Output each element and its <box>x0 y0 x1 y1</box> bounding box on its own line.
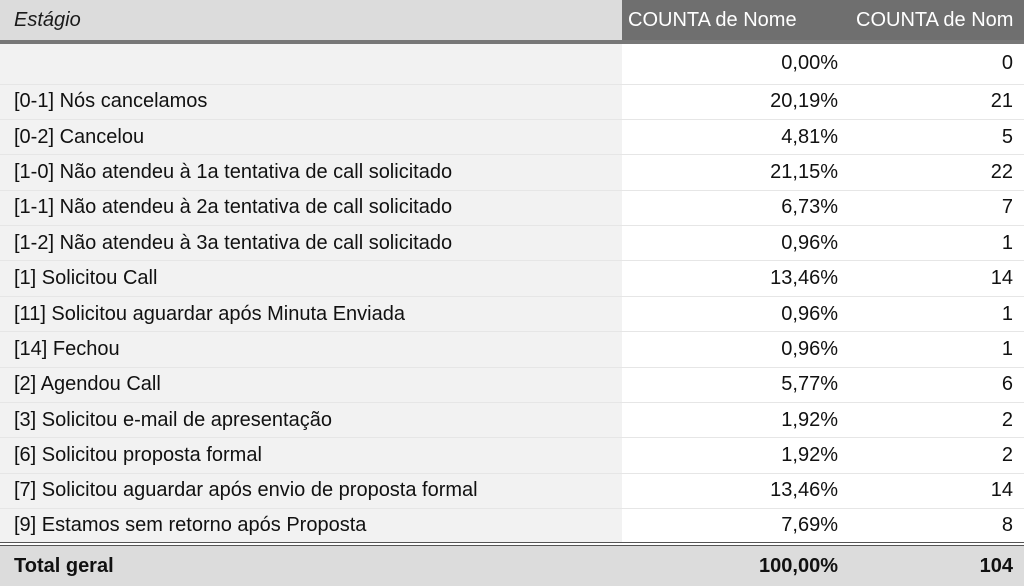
table-row <box>0 332 1024 367</box>
percent-cell[interactable]: 0,00% <box>622 42 850 84</box>
stage-cell[interactable]: [14] Fechou <box>0 332 622 367</box>
count-cell[interactable]: 5 <box>850 119 1024 154</box>
percent-cell[interactable]: 0,96% <box>622 296 850 331</box>
header-row <box>0 0 1024 42</box>
count-cell[interactable]: 1 <box>850 226 1024 261</box>
table-row <box>0 403 1024 438</box>
count-cell[interactable]: 1 <box>850 332 1024 367</box>
stage-cell[interactable]: [9] Estamos sem retorno após Proposta <box>0 509 622 544</box>
count-cell[interactable]: 2 <box>850 438 1024 473</box>
stage-cell[interactable] <box>0 42 622 84</box>
stage-cell[interactable]: [1-2] Não atendeu à 3a tentativa de call solicitado <box>0 226 622 261</box>
counta-percent-column-header[interactable]: COUNTA de Nome <box>622 0 850 42</box>
table-row <box>0 42 1024 84</box>
stage-cell[interactable]: [6] Solicitou proposta formal <box>0 438 622 473</box>
stage-cell[interactable]: [11] Solicitou aguardar após Minuta Enviada <box>0 296 622 331</box>
count-cell[interactable]: 8 <box>850 509 1024 544</box>
stage-cell[interactable]: [1-1] Não atendeu à 2a tentativa de call solicitado <box>0 190 622 225</box>
table-row <box>0 296 1024 331</box>
table-row <box>0 261 1024 296</box>
total-count-cell[interactable]: 104 <box>850 544 1024 586</box>
percent-cell[interactable]: 1,92% <box>622 438 850 473</box>
total-percent-cell[interactable]: 100,00% <box>622 544 850 586</box>
percent-cell[interactable]: 5,77% <box>622 367 850 402</box>
stage-cell[interactable]: [2] Agendou Call <box>0 367 622 402</box>
count-cell[interactable]: 2 <box>850 403 1024 438</box>
stage-cell[interactable]: [0-2] Cancelou <box>0 119 622 154</box>
percent-cell[interactable]: 4,81% <box>622 119 850 154</box>
percent-cell[interactable]: 21,15% <box>622 155 850 190</box>
stage-cell[interactable]: [0-1] Nós cancelamos <box>0 84 622 119</box>
count-cell[interactable]: 0 <box>850 42 1024 84</box>
percent-cell[interactable]: 6,73% <box>622 190 850 225</box>
table-row <box>0 473 1024 508</box>
table-row <box>0 367 1024 402</box>
table-row <box>0 155 1024 190</box>
stage-cell[interactable]: [7] Solicitou aguardar após envio de proposta formal <box>0 473 622 508</box>
percent-cell[interactable]: 7,69% <box>622 509 850 544</box>
percent-cell[interactable]: 0,96% <box>622 332 850 367</box>
stage-column-header[interactable]: Estágio <box>0 0 622 42</box>
table-row <box>0 226 1024 261</box>
count-cell[interactable]: 22 <box>850 155 1024 190</box>
stage-cell[interactable]: [1-0] Não atendeu à 1a tentativa de call solicitado <box>0 155 622 190</box>
count-cell[interactable]: 7 <box>850 190 1024 225</box>
table-row <box>0 438 1024 473</box>
percent-cell[interactable]: 20,19% <box>622 84 850 119</box>
total-label-cell[interactable]: Total geral <box>0 544 622 586</box>
percent-cell[interactable]: 0,96% <box>622 226 850 261</box>
stage-cell[interactable]: [3] Solicitou e-mail de apresentação <box>0 403 622 438</box>
count-cell[interactable]: 14 <box>850 473 1024 508</box>
table-row <box>0 84 1024 119</box>
count-cell[interactable]: 6 <box>850 367 1024 402</box>
counta-count-column-header[interactable]: COUNTA de Nom <box>850 0 1024 42</box>
count-cell[interactable]: 14 <box>850 261 1024 296</box>
percent-cell[interactable]: 13,46% <box>622 473 850 508</box>
percent-cell[interactable]: 13,46% <box>622 261 850 296</box>
table-row <box>0 509 1024 544</box>
count-cell[interactable]: 1 <box>850 296 1024 331</box>
count-cell[interactable]: 21 <box>850 84 1024 119</box>
percent-cell[interactable]: 1,92% <box>622 403 850 438</box>
stage-cell[interactable]: [1] Solicitou Call <box>0 261 622 296</box>
total-row <box>0 544 1024 586</box>
table-row <box>0 190 1024 225</box>
table-row <box>0 119 1024 154</box>
